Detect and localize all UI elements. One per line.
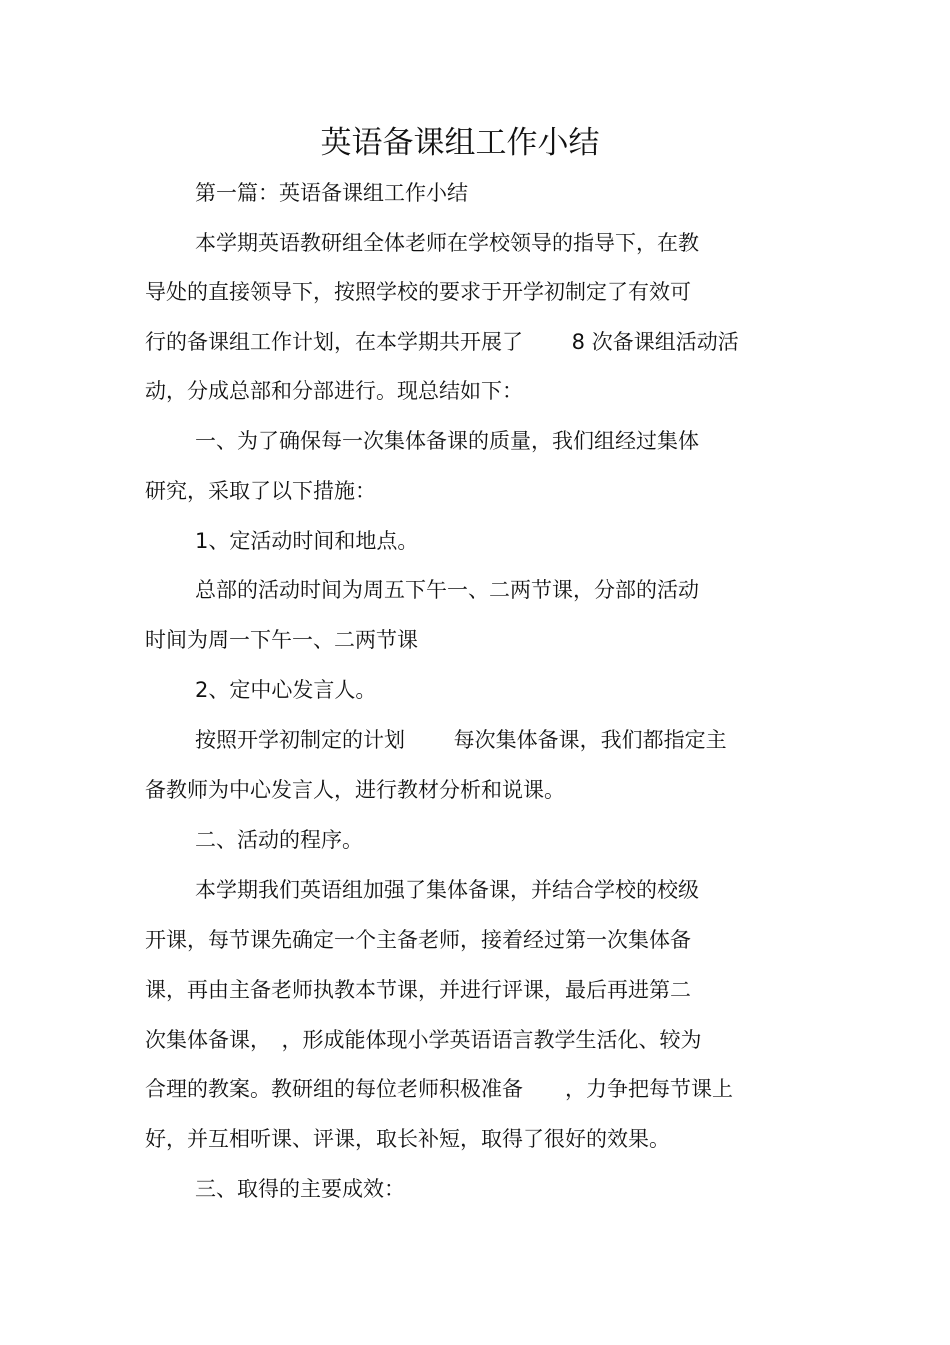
list-item-heading: 1、定活动时间和地点。 xyxy=(195,529,419,553)
subtitle-line: 第一篇：英语备课组工作小结 xyxy=(195,181,468,205)
paragraph-line: 合理的教案。教研组的每位老师积极准备 ，力争把每节课上 xyxy=(145,1077,733,1101)
paragraph-line: 本学期我们英语组加强了集体备课，并结合学校的校级 xyxy=(195,878,699,902)
paragraph-line: 行的备课组工作计划，在本学期共开展了 8 次备课组活动活 xyxy=(145,330,739,354)
document-title: 英语备课组工作小结 xyxy=(320,125,600,161)
paragraph-line: 按照开学初制定的计划 每次集体备课，我们都指定主 xyxy=(195,728,727,752)
paragraph-line: 导处的直接领导下，按照学校的要求于开学初制定了有效可 xyxy=(145,280,691,304)
paragraph-line: 课，再由主备老师执教本节课，并进行评课，最后再进第二 xyxy=(145,978,691,1002)
paragraph-line: 备教师为中心发言人，进行教材分析和说课。 xyxy=(145,778,565,802)
section-heading-line: 一、为了确保每一次集体备课的质量，我们组经过集体 xyxy=(195,429,699,453)
paragraph-line: 开课，每节课先确定一个主备老师，接着经过第一次集体备 xyxy=(145,928,691,952)
paragraph-line: 动，分成总部和分部进行。现总结如下： xyxy=(145,379,523,403)
section-heading-line: 三、取得的主要成效： xyxy=(195,1177,405,1201)
list-item-heading: 2、定中心发言人。 xyxy=(195,678,377,702)
paragraph-line: 时间为周一下午一、二两节课 xyxy=(145,628,418,652)
paragraph-line: 次集体备课， ，形成能体现小学英语语言教学生活化、较为 xyxy=(145,1028,702,1052)
section-heading-line: 二、活动的程序。 xyxy=(195,828,363,852)
paragraph-line: 研究，采取了以下措施： xyxy=(145,479,376,503)
paragraph-line: 总部的活动时间为周五下午一、二两节课，分部的活动 xyxy=(195,578,699,602)
paragraph-line: 本学期英语教研组全体老师在学校领导的指导下，在教 xyxy=(195,231,699,255)
paragraph-line: 好，并互相听课、评课，取长补短，取得了很好的效果。 xyxy=(145,1127,670,1151)
